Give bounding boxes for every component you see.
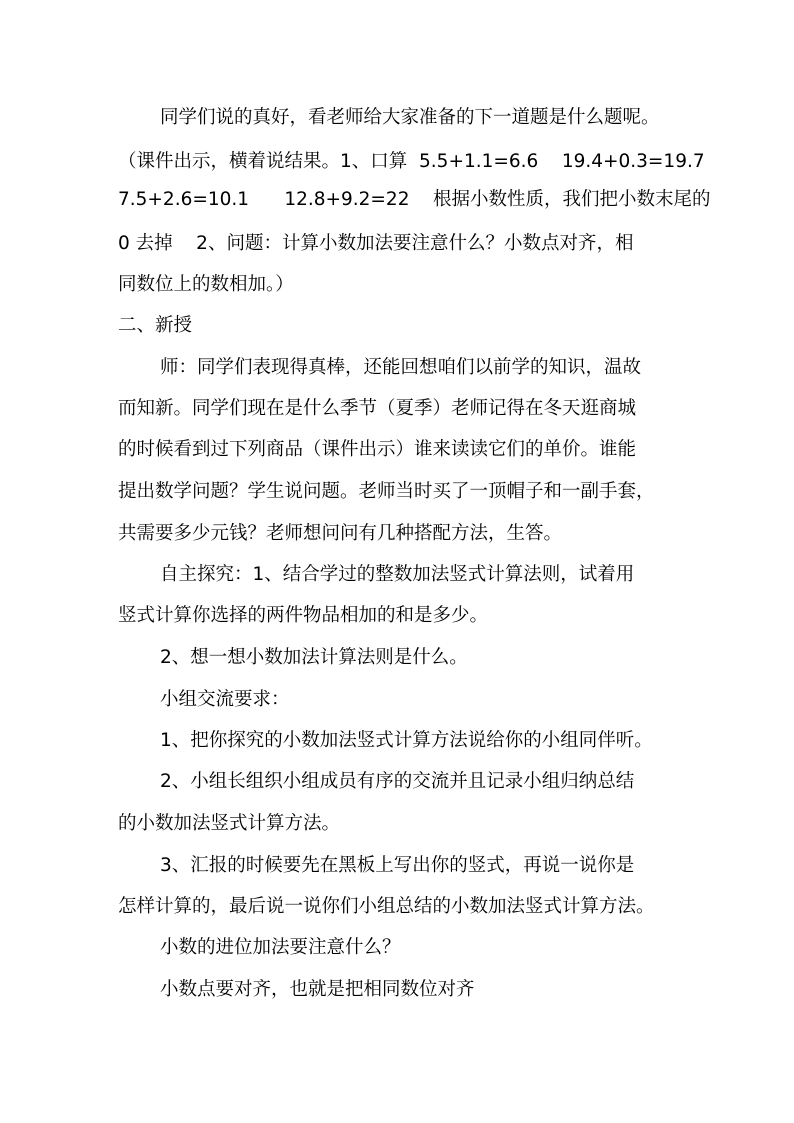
paragraph-line: 的小数加法竖式计算方法。 xyxy=(118,813,341,834)
paragraph-line: （课件出示，横着说结果。1、口算 5.5+1.1=6.6 19.4+0.3=19.7 xyxy=(118,151,705,172)
section-heading: 二、新授 xyxy=(118,315,193,336)
paragraph-line: 1、把你探究的小数加法竖式计算方法说给你的小组同伴听。 xyxy=(160,730,653,751)
paragraph-line: 共需要多少元钱？老师想问问有几种搭配方法，生答。 xyxy=(118,523,563,544)
paragraph-line: 2、小组长组织小组成员有序的交流并且记录小组归纳总结 xyxy=(160,771,635,792)
paragraph-line: 小组交流要求： xyxy=(160,689,290,710)
paragraph-line: 同学们说的真好，看老师给大家准备的下一道题是什么题呢。 xyxy=(160,107,660,128)
paragraph-line: 师：同学们表现得真棒，还能回想咱们以前学的知识，温故 xyxy=(160,357,642,378)
paragraph-line: 怎样计算的，最后说一说你们小组总结的小数加法竖式计算方法。 xyxy=(118,896,655,917)
paragraph-line: 而知新。同学们现在是什么季节（夏季）老师记得在冬天逛商城 xyxy=(118,398,637,419)
paragraph-line: 2、想一想小数加法计算法则是什么。 xyxy=(160,647,468,668)
paragraph-line: 7.5+2.6=10.1 12.8+9.2=22 根据小数性质，我们把小数末尾的 xyxy=(118,189,711,210)
paragraph-line: 3、汇报的时候要先在黑板上写出你的竖式，再说一说你是 xyxy=(160,855,635,876)
paragraph-line: 自主探究：1、结合学过的整数加法竖式计算法则，试着用 xyxy=(160,564,635,585)
paragraph-line: 0 去掉 2、问题：计算小数加法要注意什么？小数点对齐，相 xyxy=(118,233,634,254)
paragraph-line: 小数点要对齐，也就是把相同数位对齐 xyxy=(160,979,475,1000)
paragraph-line: 的时候看到过下列商品（课件出示）谁来读读它们的单价。谁能 xyxy=(118,439,637,460)
paragraph-line: 竖式计算你选择的两件物品相加的和是多少。 xyxy=(118,605,489,626)
paragraph-line: 提出数学问题？学生说问题。老师当时买了一顶帽子和一副手套， xyxy=(118,481,655,502)
paragraph-line: 同数位上的数相加。） xyxy=(118,274,294,295)
paragraph-line: 小数的进位加法要注意什么？ xyxy=(160,937,401,958)
